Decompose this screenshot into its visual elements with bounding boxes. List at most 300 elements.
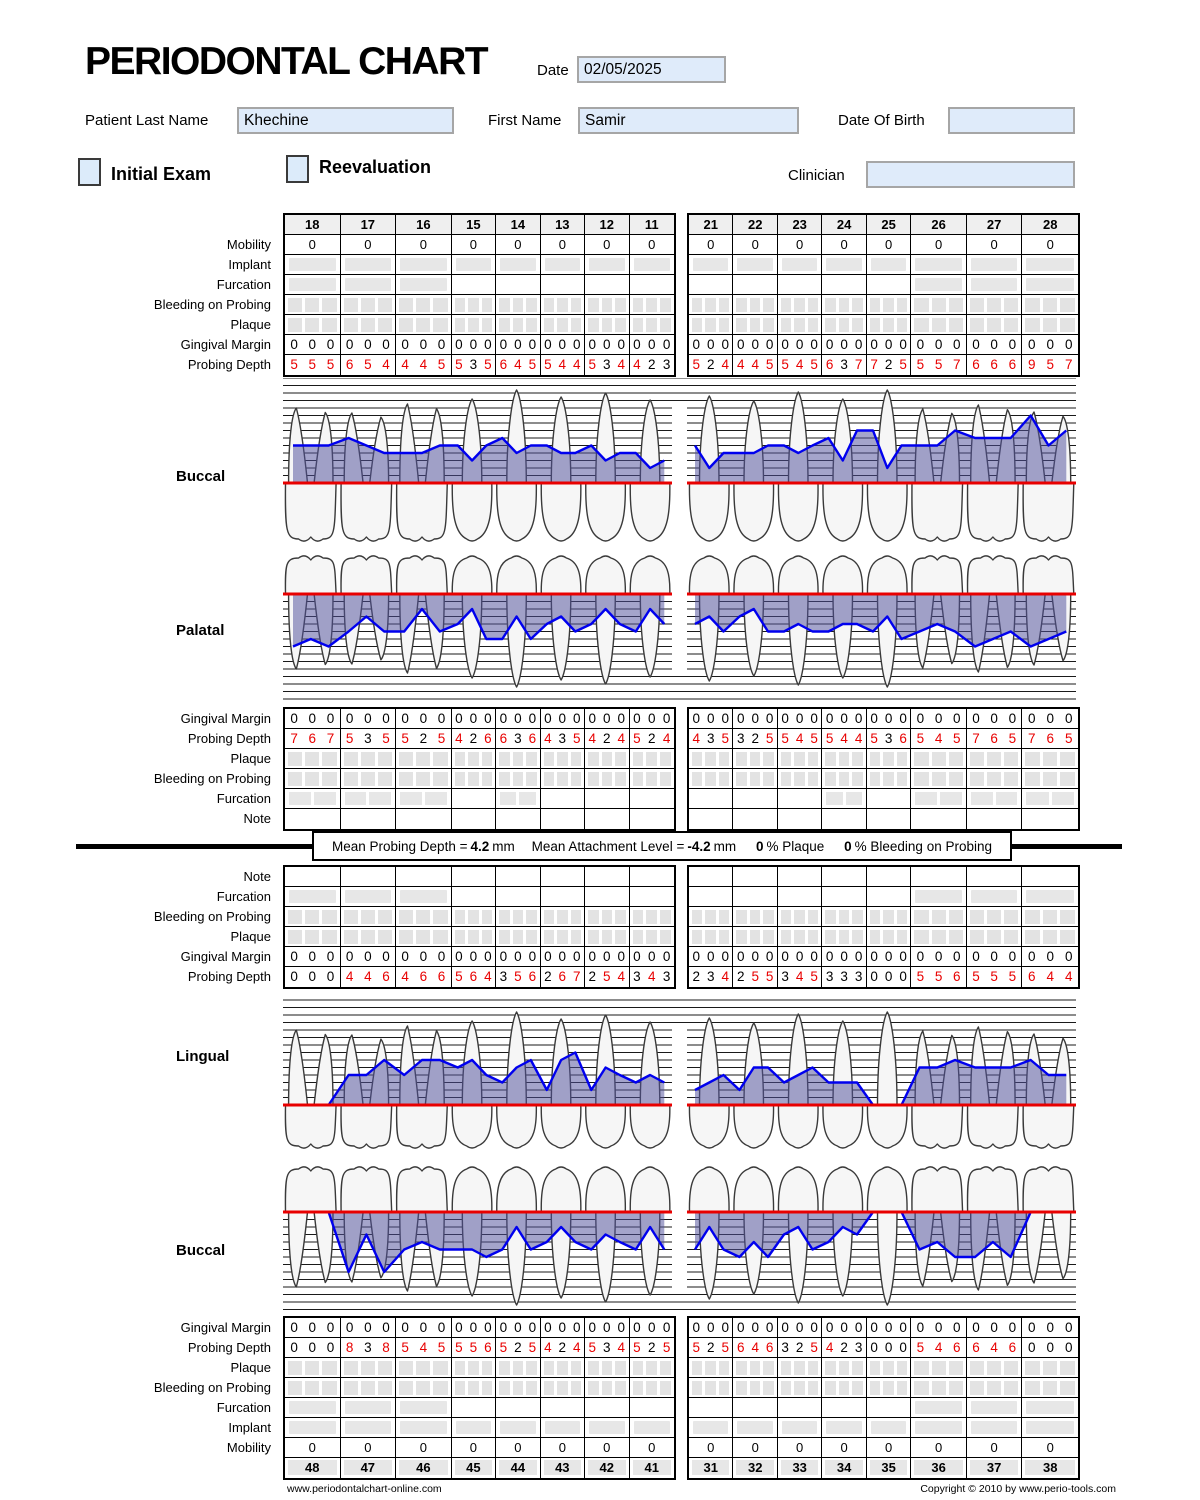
gm-cell-34[interactable]: 0 0 0	[822, 947, 866, 966]
note-cell-45[interactable]	[452, 867, 496, 886]
gm-cell-45[interactable]: 0 0 0	[452, 947, 496, 966]
mobility-cell-16[interactable]: 0	[396, 235, 452, 254]
gm-cell-36[interactable]: 0 0 0	[911, 947, 967, 966]
mobility-cell-36[interactable]: 0	[911, 1438, 967, 1457]
pd-cell-14[interactable]: 6 3 6	[496, 729, 540, 748]
pd-cell-17[interactable]: 5 3 5	[341, 729, 397, 748]
mobility-cell-44[interactable]: 0	[496, 1438, 540, 1457]
note-cell-47[interactable]	[341, 867, 397, 886]
pd-cell-46[interactable]: 5 4 5	[396, 1338, 452, 1357]
furcation-cell-18[interactable]	[285, 789, 341, 808]
furcation-cell-17[interactable]	[341, 789, 397, 808]
mobility-cell-42[interactable]: 0	[585, 1438, 629, 1457]
pd-cell-22[interactable]: 3 2 5	[733, 729, 777, 748]
implant-cell-11[interactable]	[630, 255, 674, 274]
pd-cell-31[interactable]: 2 3 4	[689, 967, 733, 987]
furcation-cell-24[interactable]	[822, 789, 866, 808]
plaque-cell-44[interactable]	[496, 927, 540, 946]
furcation-cell-17[interactable]	[341, 275, 397, 294]
furcation-cell-34[interactable]	[822, 887, 866, 906]
note-cell-41[interactable]	[630, 867, 674, 886]
date-input[interactable]	[577, 56, 726, 83]
furcation-cell-38[interactable]	[1022, 887, 1078, 906]
gm-cell-41[interactable]: 0 0 0	[633, 1320, 671, 1335]
bop-cell-36[interactable]	[911, 907, 967, 926]
implant-cell-33[interactable]	[778, 1418, 822, 1437]
bop-cell-13[interactable]	[541, 295, 585, 314]
mobility-cell-21[interactable]: 0	[689, 235, 733, 254]
gm-cell-11[interactable]: 0 0 0	[633, 337, 671, 352]
plaque-cell-23[interactable]	[778, 749, 822, 768]
furcation-cell-48[interactable]	[285, 1398, 341, 1417]
bop-cell-46[interactable]	[396, 907, 452, 926]
bop-cell-23[interactable]	[778, 295, 822, 314]
implant-cell-25[interactable]	[867, 255, 911, 274]
gm-cell-35[interactable]: 0 0 0	[867, 947, 911, 966]
implant-cell-42[interactable]	[585, 1418, 629, 1437]
pd-cell-33[interactable]: 3 2 5	[778, 1338, 822, 1357]
pd-cell-18[interactable]: 7 6 7	[285, 729, 341, 748]
pd-cell-43[interactable]: 2 6 7	[541, 967, 585, 987]
pd-cell-37[interactable]: 6 4 6	[967, 1338, 1023, 1357]
note-cell-22[interactable]	[733, 809, 777, 829]
bop-cell-42[interactable]	[585, 907, 629, 926]
plaque-cell-21[interactable]	[689, 749, 733, 768]
plaque-cell-13[interactable]	[541, 315, 585, 334]
bop-cell-43[interactable]	[541, 1378, 585, 1397]
note-cell-34[interactable]	[822, 867, 866, 886]
plaque-cell-18[interactable]	[285, 315, 341, 334]
mobility-cell-18[interactable]: 0	[285, 235, 341, 254]
mobility-cell-41[interactable]: 0	[648, 1440, 656, 1455]
pd-cell-12[interactable]: 5 3 4	[585, 355, 629, 375]
bop-cell-21[interactable]	[689, 295, 733, 314]
furcation-cell-24[interactable]	[822, 275, 866, 294]
bop-cell-47[interactable]	[341, 1378, 397, 1397]
bop-cell-11[interactable]	[630, 295, 674, 314]
note-cell-17[interactable]	[341, 809, 397, 829]
bop-cell-37[interactable]	[967, 907, 1023, 926]
furcation-cell-21[interactable]	[689, 789, 733, 808]
pd-cell-44[interactable]: 3 5 6	[496, 967, 540, 987]
plaque-cell-43[interactable]	[541, 927, 585, 946]
plaque-cell-42[interactable]	[585, 1358, 629, 1377]
mobility-cell-32[interactable]: 0	[733, 1438, 777, 1457]
initial-exam-checkbox[interactable]	[78, 158, 101, 186]
bop-cell-32[interactable]	[733, 907, 777, 926]
gm-cell-26[interactable]: 0 0 0	[911, 709, 967, 728]
implant-cell-35[interactable]	[867, 1418, 911, 1437]
plaque-cell-36[interactable]	[911, 927, 967, 946]
plaque-cell-27[interactable]	[967, 315, 1023, 334]
implant-cell-27[interactable]	[967, 255, 1023, 274]
bop-cell-33[interactable]	[778, 907, 822, 926]
implant-cell-17[interactable]	[341, 255, 397, 274]
plaque-cell-34[interactable]	[822, 1358, 866, 1377]
bop-cell-16[interactable]	[396, 769, 452, 788]
bop-cell-47[interactable]	[341, 907, 397, 926]
pd-cell-28[interactable]: 7 6 5	[1027, 731, 1073, 746]
furcation-cell-16[interactable]	[396, 789, 452, 808]
furcation-cell-31[interactable]	[689, 1398, 733, 1417]
bop-cell-15[interactable]	[452, 769, 496, 788]
furcation-cell-26[interactable]	[911, 275, 967, 294]
clinician-input[interactable]	[866, 161, 1075, 188]
note-cell-31[interactable]	[689, 867, 733, 886]
gm-cell-28[interactable]: 0 0 0	[1027, 337, 1073, 352]
implant-cell-36[interactable]	[911, 1418, 967, 1437]
gm-cell-24[interactable]: 0 0 0	[822, 335, 866, 354]
bop-cell-25[interactable]	[867, 295, 911, 314]
plaque-cell-11[interactable]	[630, 315, 674, 334]
gm-cell-43[interactable]: 0 0 0	[541, 1318, 585, 1337]
bop-cell-24[interactable]	[822, 295, 866, 314]
pd-cell-13[interactable]: 4 3 5	[541, 729, 585, 748]
furcation-cell-22[interactable]	[733, 789, 777, 808]
furcation-cell-47[interactable]	[341, 887, 397, 906]
furcation-cell-36[interactable]	[911, 1398, 967, 1417]
gm-cell-22[interactable]: 0 0 0	[733, 335, 777, 354]
plaque-cell-26[interactable]	[911, 315, 967, 334]
note-cell-37[interactable]	[967, 867, 1023, 886]
bop-cell-32[interactable]	[733, 1378, 777, 1397]
furcation-cell-35[interactable]	[867, 1398, 911, 1417]
pd-cell-26[interactable]: 5 4 5	[911, 729, 967, 748]
pd-cell-48[interactable]: 0 0 0	[285, 967, 341, 987]
gm-cell-15[interactable]: 0 0 0	[452, 709, 496, 728]
bop-cell-34[interactable]	[822, 907, 866, 926]
pd-cell-23[interactable]: 5 4 5	[778, 729, 822, 748]
furcation-cell-46[interactable]	[396, 887, 452, 906]
plaque-cell-17[interactable]	[341, 749, 397, 768]
pd-cell-32[interactable]: 2 5 5	[733, 967, 777, 987]
implant-cell-46[interactable]	[396, 1418, 452, 1437]
furcation-cell-23[interactable]	[778, 789, 822, 808]
plaque-cell-36[interactable]	[911, 1358, 967, 1377]
furcation-cell-41[interactable]	[630, 887, 674, 906]
gm-cell-21[interactable]: 0 0 0	[689, 709, 733, 728]
plaque-cell-31[interactable]	[689, 927, 733, 946]
bop-cell-22[interactable]	[733, 769, 777, 788]
plaque-cell-46[interactable]	[396, 927, 452, 946]
furcation-cell-45[interactable]	[452, 887, 496, 906]
dob-input[interactable]	[948, 107, 1075, 134]
implant-cell-12[interactable]	[585, 255, 629, 274]
pd-cell-28[interactable]: 9 5 7	[1027, 357, 1073, 372]
plaque-cell-24[interactable]	[822, 749, 866, 768]
bop-cell-15[interactable]	[452, 295, 496, 314]
furcation-cell-32[interactable]	[733, 1398, 777, 1417]
bop-cell-35[interactable]	[867, 907, 911, 926]
furcation-cell-43[interactable]	[541, 1398, 585, 1417]
furcation-cell-34[interactable]	[822, 1398, 866, 1417]
gm-cell-46[interactable]: 0 0 0	[396, 947, 452, 966]
pd-cell-34[interactable]: 4 2 3	[822, 1338, 866, 1357]
pd-cell-25[interactable]: 5 3 6	[867, 729, 911, 748]
gm-cell-13[interactable]: 0 0 0	[541, 709, 585, 728]
plaque-cell-17[interactable]	[341, 315, 397, 334]
plaque-cell-24[interactable]	[822, 315, 866, 334]
plaque-cell-12[interactable]	[585, 749, 629, 768]
furcation-cell-46[interactable]	[396, 1398, 452, 1417]
first-name-input[interactable]	[578, 107, 799, 134]
furcation-cell-15[interactable]	[452, 789, 496, 808]
gm-cell-44[interactable]: 0 0 0	[496, 1318, 540, 1337]
mobility-cell-26[interactable]: 0	[911, 235, 967, 254]
mobility-cell-12[interactable]: 0	[585, 235, 629, 254]
pd-cell-38[interactable]: 6 4 4	[1027, 969, 1073, 984]
gm-cell-38[interactable]: 0 0 0	[1027, 1320, 1073, 1335]
gm-cell-23[interactable]: 0 0 0	[778, 335, 822, 354]
note-cell-35[interactable]	[867, 867, 911, 886]
bop-cell-18[interactable]	[285, 769, 341, 788]
bop-cell-17[interactable]	[341, 769, 397, 788]
furcation-cell-28[interactable]	[1022, 275, 1078, 294]
gm-cell-13[interactable]: 0 0 0	[541, 335, 585, 354]
mobility-cell-27[interactable]: 0	[967, 235, 1023, 254]
note-cell-23[interactable]	[778, 809, 822, 829]
pd-cell-38[interactable]: 0 0 0	[1027, 1340, 1073, 1355]
pd-cell-36[interactable]: 5 5 6	[911, 967, 967, 987]
gm-cell-33[interactable]: 0 0 0	[778, 1318, 822, 1337]
note-cell-32[interactable]	[733, 867, 777, 886]
mobility-cell-45[interactable]: 0	[452, 1438, 496, 1457]
bop-cell-26[interactable]	[911, 769, 967, 788]
bop-cell-24[interactable]	[822, 769, 866, 788]
bop-cell-38[interactable]	[1022, 907, 1078, 926]
pd-cell-16[interactable]: 5 2 5	[396, 729, 452, 748]
plaque-cell-34[interactable]	[822, 927, 866, 946]
furcation-cell-26[interactable]	[911, 789, 967, 808]
plaque-cell-38[interactable]	[1022, 927, 1078, 946]
plaque-cell-21[interactable]	[689, 315, 733, 334]
pd-cell-11[interactable]: 5 2 4	[633, 731, 671, 746]
furcation-cell-31[interactable]	[689, 887, 733, 906]
pd-cell-15[interactable]: 4 2 6	[452, 729, 496, 748]
bop-cell-28[interactable]	[1022, 295, 1078, 314]
plaque-cell-45[interactable]	[452, 1358, 496, 1377]
bop-cell-17[interactable]	[341, 295, 397, 314]
plaque-cell-22[interactable]	[733, 315, 777, 334]
furcation-cell-13[interactable]	[541, 789, 585, 808]
pd-cell-44[interactable]: 5 2 5	[496, 1338, 540, 1357]
gm-cell-17[interactable]: 0 0 0	[341, 709, 397, 728]
plaque-cell-14[interactable]	[496, 749, 540, 768]
plaque-cell-43[interactable]	[541, 1358, 585, 1377]
furcation-cell-43[interactable]	[541, 887, 585, 906]
mobility-cell-46[interactable]: 0	[396, 1438, 452, 1457]
bop-cell-48[interactable]	[285, 1378, 341, 1397]
plaque-cell-48[interactable]	[285, 927, 341, 946]
gm-cell-15[interactable]: 0 0 0	[452, 335, 496, 354]
plaque-cell-47[interactable]	[341, 927, 397, 946]
furcation-cell-27[interactable]	[967, 789, 1023, 808]
gm-cell-31[interactable]: 0 0 0	[689, 947, 733, 966]
bop-cell-44[interactable]	[496, 1378, 540, 1397]
pd-cell-45[interactable]: 5 6 4	[452, 967, 496, 987]
pd-cell-14[interactable]: 6 4 5	[496, 355, 540, 375]
pd-cell-26[interactable]: 5 5 7	[911, 355, 967, 375]
pd-cell-13[interactable]: 5 4 4	[541, 355, 585, 375]
implant-cell-37[interactable]	[967, 1418, 1023, 1437]
note-cell-12[interactable]	[585, 809, 629, 829]
plaque-cell-41[interactable]	[630, 1358, 674, 1377]
bop-cell-21[interactable]	[689, 769, 733, 788]
note-cell-27[interactable]	[967, 809, 1023, 829]
pd-cell-27[interactable]: 7 6 5	[967, 729, 1023, 748]
plaque-cell-37[interactable]	[967, 1358, 1023, 1377]
implant-cell-22[interactable]	[733, 255, 777, 274]
mobility-cell-28[interactable]: 0	[1046, 237, 1054, 252]
furcation-cell-12[interactable]	[585, 789, 629, 808]
mobility-cell-33[interactable]: 0	[778, 1438, 822, 1457]
pd-cell-34[interactable]: 3 3 3	[822, 967, 866, 987]
plaque-cell-15[interactable]	[452, 749, 496, 768]
gm-cell-42[interactable]: 0 0 0	[585, 1318, 629, 1337]
furcation-cell-42[interactable]	[585, 887, 629, 906]
gm-cell-44[interactable]: 0 0 0	[496, 947, 540, 966]
gm-cell-42[interactable]: 0 0 0	[585, 947, 629, 966]
implant-cell-45[interactable]	[452, 1418, 496, 1437]
furcation-cell-37[interactable]	[967, 887, 1023, 906]
gm-cell-23[interactable]: 0 0 0	[778, 709, 822, 728]
furcation-cell-14[interactable]	[496, 789, 540, 808]
bop-cell-31[interactable]	[689, 1378, 733, 1397]
implant-cell-28[interactable]	[1022, 255, 1078, 274]
furcation-cell-48[interactable]	[285, 887, 341, 906]
furcation-cell-28[interactable]	[1022, 789, 1078, 808]
gm-cell-25[interactable]: 0 0 0	[867, 709, 911, 728]
mobility-cell-47[interactable]: 0	[341, 1438, 397, 1457]
note-cell-14[interactable]	[496, 809, 540, 829]
plaque-cell-16[interactable]	[396, 749, 452, 768]
implant-cell-48[interactable]	[285, 1418, 341, 1437]
pd-cell-46[interactable]: 4 6 6	[396, 967, 452, 987]
plaque-cell-38[interactable]	[1022, 1358, 1078, 1377]
pd-cell-47[interactable]: 8 3 8	[341, 1338, 397, 1357]
gm-cell-32[interactable]: 0 0 0	[733, 947, 777, 966]
plaque-cell-25[interactable]	[867, 749, 911, 768]
mobility-cell-22[interactable]: 0	[733, 235, 777, 254]
implant-cell-43[interactable]	[541, 1418, 585, 1437]
implant-cell-15[interactable]	[452, 255, 496, 274]
mobility-cell-31[interactable]: 0	[689, 1438, 733, 1457]
furcation-cell-16[interactable]	[396, 275, 452, 294]
gm-cell-12[interactable]: 0 0 0	[585, 709, 629, 728]
mobility-cell-35[interactable]: 0	[867, 1438, 911, 1457]
bop-cell-35[interactable]	[867, 1378, 911, 1397]
plaque-cell-28[interactable]	[1022, 749, 1078, 768]
pd-cell-48[interactable]: 0 0 0	[285, 1338, 341, 1357]
furcation-cell-42[interactable]	[585, 1398, 629, 1417]
implant-cell-23[interactable]	[778, 255, 822, 274]
gm-cell-37[interactable]: 0 0 0	[967, 947, 1023, 966]
bop-cell-48[interactable]	[285, 907, 341, 926]
plaque-cell-35[interactable]	[867, 1358, 911, 1377]
furcation-cell-11[interactable]	[630, 275, 674, 294]
mobility-cell-34[interactable]: 0	[822, 1438, 866, 1457]
bop-cell-38[interactable]	[1022, 1378, 1078, 1397]
bop-cell-27[interactable]	[967, 769, 1023, 788]
furcation-cell-36[interactable]	[911, 887, 967, 906]
pd-cell-41[interactable]: 5 2 5	[633, 1340, 671, 1355]
gm-cell-48[interactable]: 0 0 0	[285, 947, 341, 966]
gm-cell-12[interactable]: 0 0 0	[585, 335, 629, 354]
note-cell-43[interactable]	[541, 867, 585, 886]
note-cell-28[interactable]	[1022, 809, 1078, 829]
pd-cell-11[interactable]: 4 2 3	[633, 357, 671, 372]
implant-cell-34[interactable]	[822, 1418, 866, 1437]
pd-cell-23[interactable]: 5 4 5	[778, 355, 822, 375]
implant-cell-21[interactable]	[689, 255, 733, 274]
furcation-cell-22[interactable]	[733, 275, 777, 294]
plaque-cell-28[interactable]	[1022, 315, 1078, 334]
implant-cell-47[interactable]	[341, 1418, 397, 1437]
bop-cell-11[interactable]	[630, 769, 674, 788]
gm-cell-28[interactable]: 0 0 0	[1027, 711, 1073, 726]
furcation-cell-21[interactable]	[689, 275, 733, 294]
bop-cell-12[interactable]	[585, 295, 629, 314]
pd-cell-22[interactable]: 4 4 5	[733, 355, 777, 375]
furcation-cell-25[interactable]	[867, 275, 911, 294]
gm-cell-21[interactable]: 0 0 0	[689, 335, 733, 354]
note-cell-36[interactable]	[911, 867, 967, 886]
mobility-cell-43[interactable]: 0	[541, 1438, 585, 1457]
plaque-cell-23[interactable]	[778, 315, 822, 334]
gm-cell-33[interactable]: 0 0 0	[778, 947, 822, 966]
pd-cell-24[interactable]: 5 4 4	[822, 729, 866, 748]
furcation-cell-13[interactable]	[541, 275, 585, 294]
pd-cell-12[interactable]: 4 2 4	[585, 729, 629, 748]
note-cell-33[interactable]	[778, 867, 822, 886]
reevaluation-checkbox[interactable]	[286, 155, 309, 183]
gm-cell-18[interactable]: 0 0 0	[285, 335, 341, 354]
last-name-input[interactable]	[237, 107, 454, 134]
gm-cell-41[interactable]: 0 0 0	[633, 949, 671, 964]
pd-cell-18[interactable]: 5 5 5	[285, 355, 341, 375]
gm-cell-18[interactable]: 0 0 0	[285, 709, 341, 728]
pd-cell-21[interactable]: 5 2 4	[689, 355, 733, 375]
bop-cell-16[interactable]	[396, 295, 452, 314]
plaque-cell-48[interactable]	[285, 1358, 341, 1377]
pd-cell-42[interactable]: 2 5 4	[585, 967, 629, 987]
implant-cell-32[interactable]	[733, 1418, 777, 1437]
bop-cell-31[interactable]	[689, 907, 733, 926]
pd-cell-42[interactable]: 5 3 4	[585, 1338, 629, 1357]
plaque-cell-41[interactable]	[630, 927, 674, 946]
gm-cell-16[interactable]: 0 0 0	[396, 335, 452, 354]
pd-cell-47[interactable]: 4 4 6	[341, 967, 397, 987]
furcation-cell-11[interactable]	[630, 789, 674, 808]
pd-cell-32[interactable]: 6 4 6	[733, 1338, 777, 1357]
implant-cell-16[interactable]	[396, 255, 452, 274]
plaque-cell-31[interactable]	[689, 1358, 733, 1377]
gm-cell-26[interactable]: 0 0 0	[911, 335, 967, 354]
note-cell-18[interactable]	[285, 809, 341, 829]
gm-cell-45[interactable]: 0 0 0	[452, 1318, 496, 1337]
gm-cell-36[interactable]: 0 0 0	[911, 1318, 967, 1337]
pd-cell-35[interactable]: 0 0 0	[867, 1338, 911, 1357]
bop-cell-37[interactable]	[967, 1378, 1023, 1397]
implant-cell-31[interactable]	[689, 1418, 733, 1437]
plaque-cell-13[interactable]	[541, 749, 585, 768]
note-cell-25[interactable]	[867, 809, 911, 829]
bop-cell-14[interactable]	[496, 769, 540, 788]
plaque-cell-42[interactable]	[585, 927, 629, 946]
gm-cell-17[interactable]: 0 0 0	[341, 335, 397, 354]
pd-cell-35[interactable]: 0 0 0	[867, 967, 911, 987]
bop-cell-45[interactable]	[452, 907, 496, 926]
